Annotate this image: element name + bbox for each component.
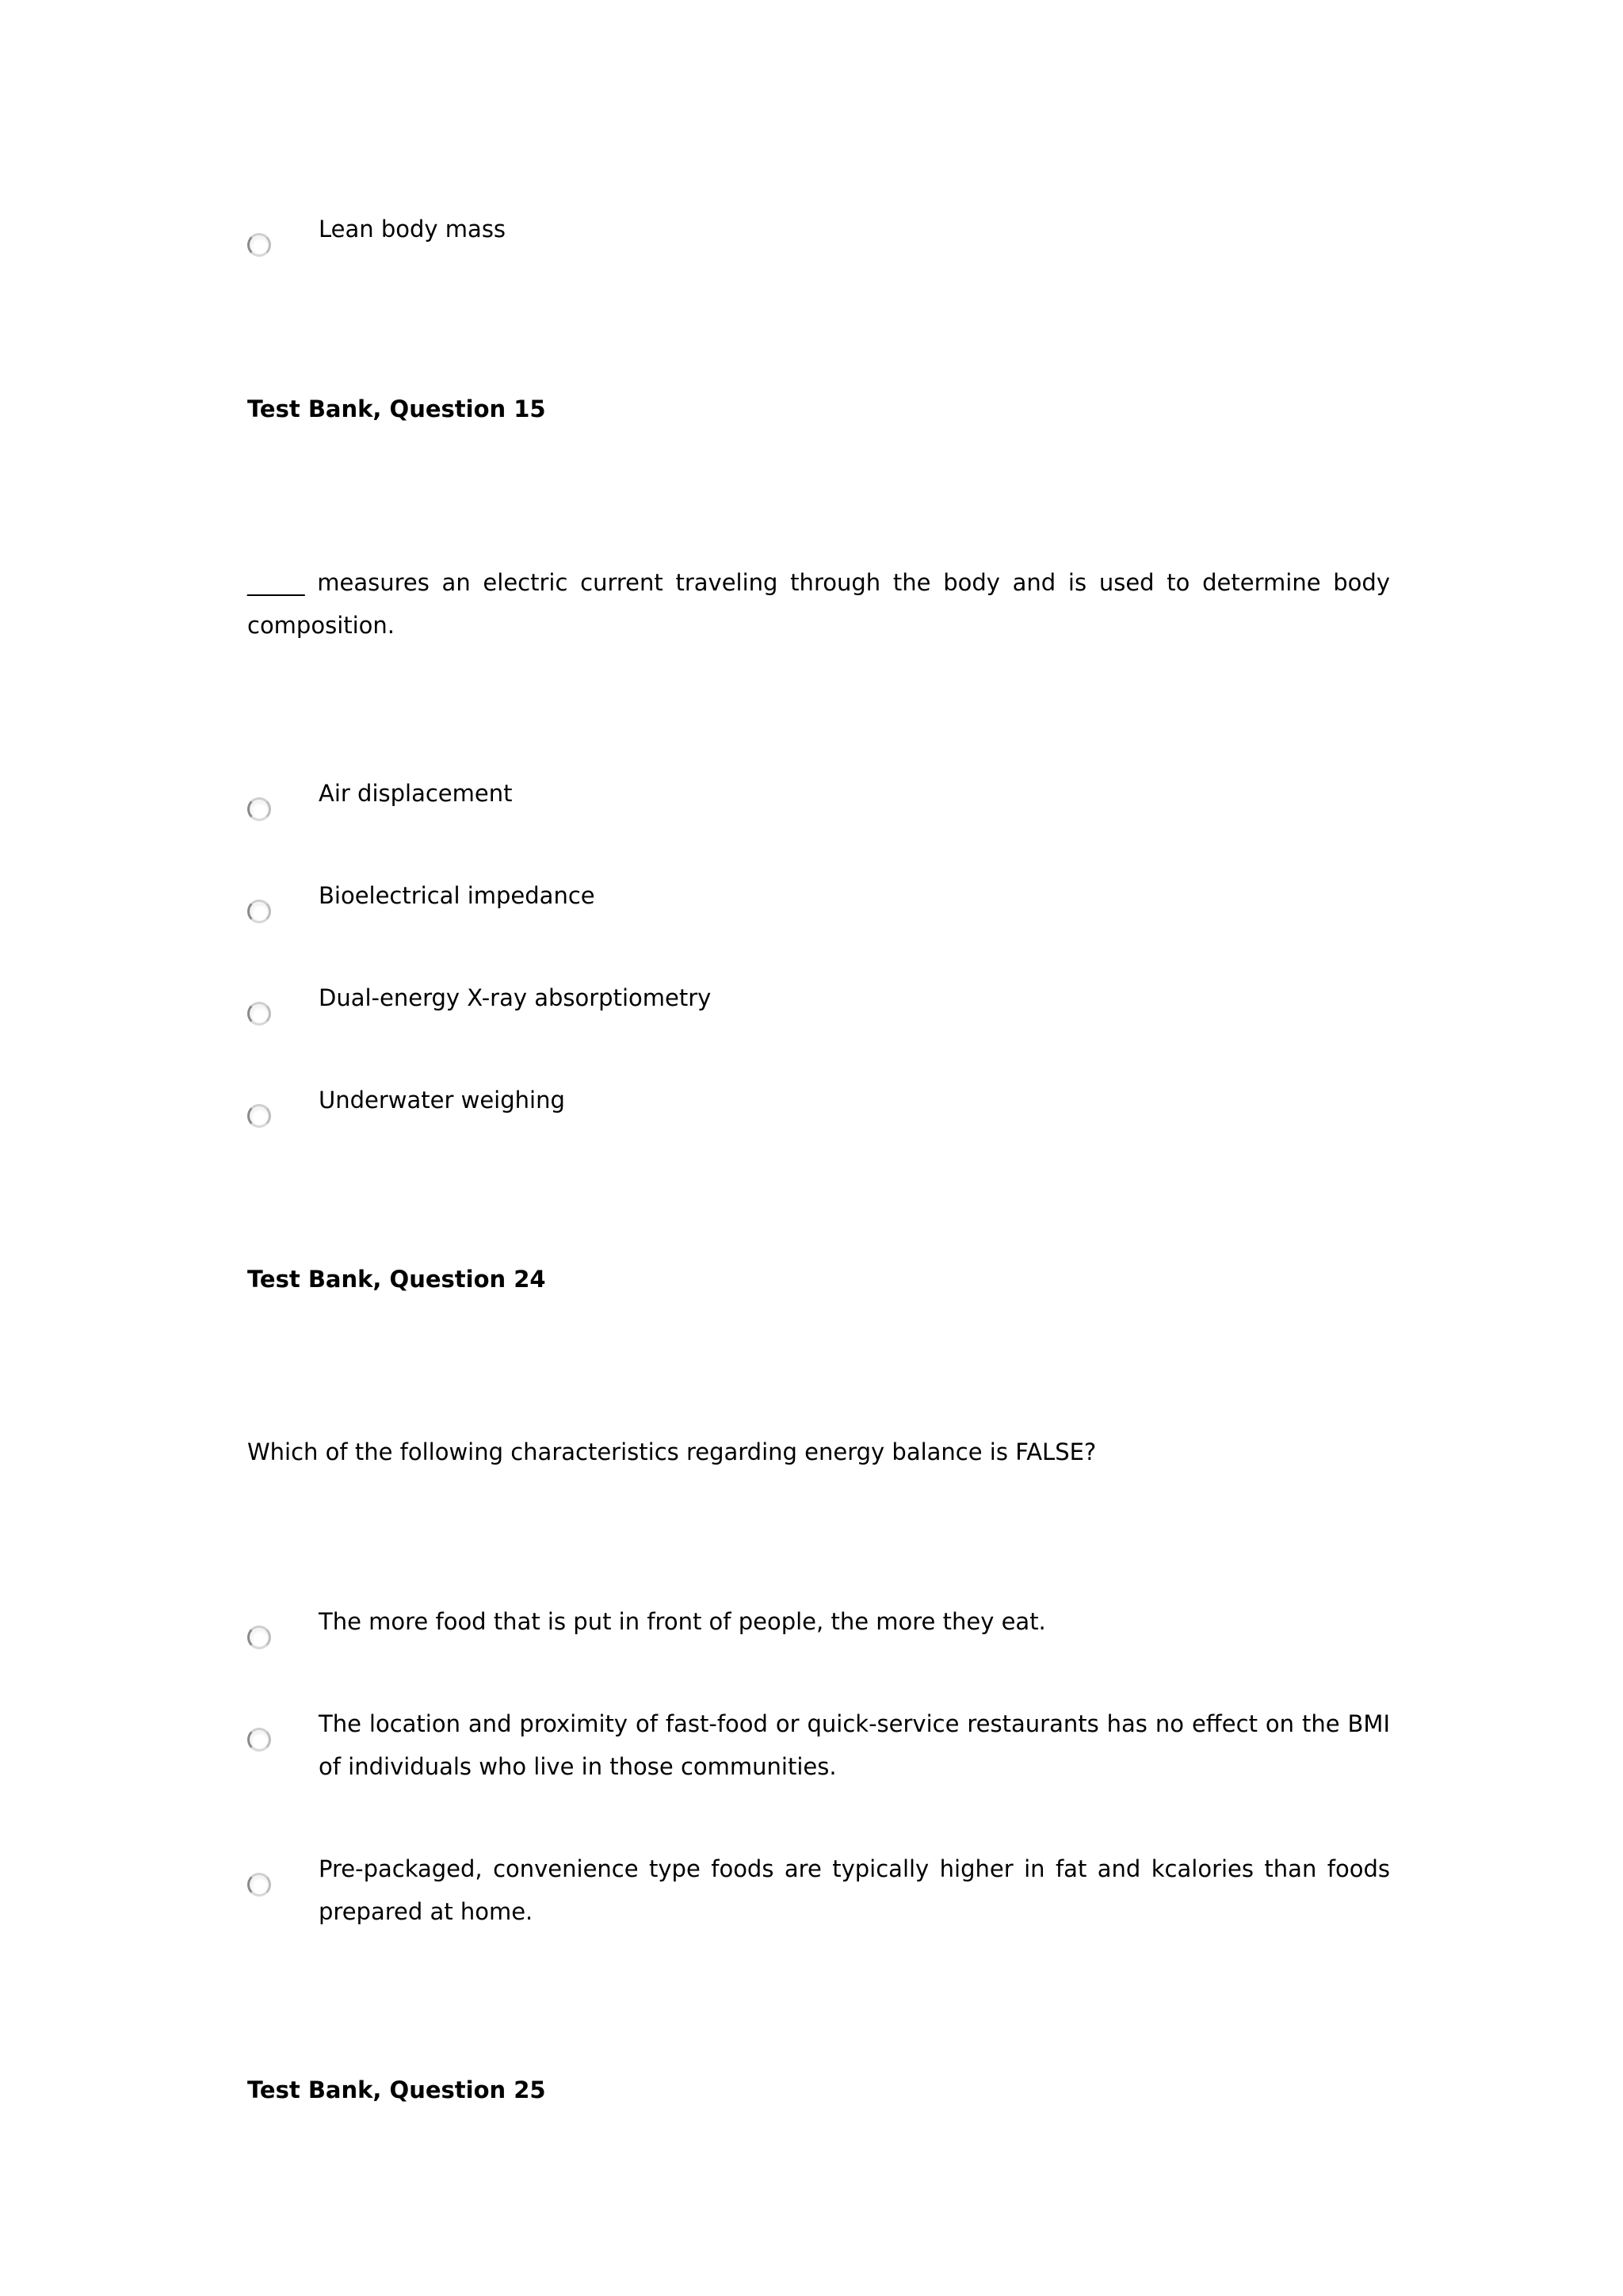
option-label: Dual-energy X-ray absorptiometry [319, 984, 712, 1011]
radio-button[interactable] [247, 797, 271, 821]
option-label: Bioelectrical impedance [319, 882, 595, 909]
radio-button[interactable] [247, 233, 271, 257]
radio-button[interactable] [247, 900, 271, 923]
option-label: Pre-packaged, convenience type foods are typically higher in fat and kcalories than foods prepared at home. [319, 1855, 1390, 1925]
option-label: The more food that is put in front of people, the more they eat. [319, 1608, 1046, 1635]
question-title: Test Bank, Question 24 [247, 1266, 546, 1293]
radio-button[interactable] [247, 1728, 271, 1752]
radio-button[interactable] [247, 1626, 271, 1649]
radio-button[interactable] [247, 1002, 271, 1026]
option-label: Lean body mass [319, 216, 506, 243]
option-label: Underwater weighing [319, 1087, 565, 1114]
option-label: Air displacement [319, 780, 513, 807]
radio-button[interactable] [247, 1104, 271, 1128]
question-text: _____ measures an electric current traveling through the body and is used to determine body composition. [247, 569, 1390, 639]
question-text: Which of the following characteristics regarding energy balance is FALSE? [247, 1438, 1097, 1465]
option-label: The location and proximity of fast-food or quick-service restaurants has no effect on the BMI of individuals who live in those communities. [319, 1710, 1390, 1780]
question-title: Test Bank, Question 15 [247, 395, 546, 422]
radio-button[interactable] [247, 1873, 271, 1897]
question-title: Test Bank, Question 25 [247, 2076, 546, 2103]
